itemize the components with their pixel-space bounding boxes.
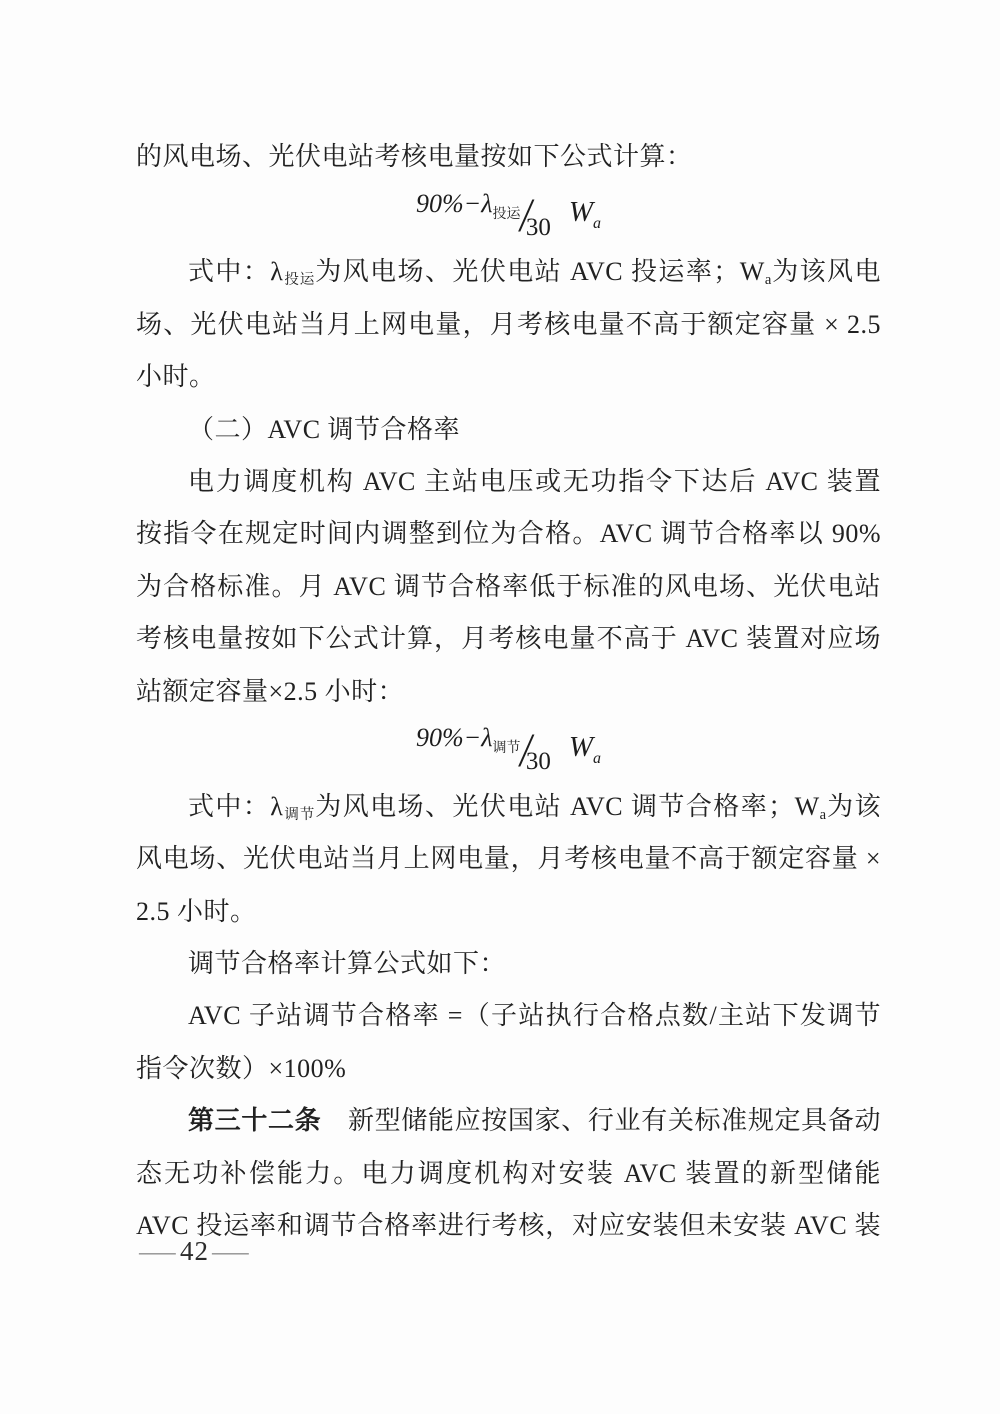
line-p4-1-text-1: 式中：λ [188, 791, 284, 821]
line-p7-1-text: 新型储能应按国家、行业有关标准规定具备动 [321, 1106, 881, 1136]
formula-variable-w [569, 196, 601, 233]
lambda-subscript: 投运 [492, 206, 521, 222]
article-32-label: 第三十二条 [188, 1106, 322, 1136]
w-subscript: a [764, 272, 772, 289]
line-p3-3: 为合格标准。月 AVC 调节合格率低于标准的风电场、光伏电站 [136, 571, 881, 601]
line-p4-1-text-2: 为风电场、光伏电站 AVC 调节合格率；W [315, 791, 820, 821]
line-p4-3: 2.5 小时。 [136, 896, 257, 926]
line-p2-1 [136, 246, 881, 298]
formula-numerator [416, 723, 520, 757]
formula-denominator: 30 [525, 748, 551, 776]
lambda-subscript: 调节 [283, 806, 316, 823]
line-p7-2: 态无功补偿能力。电力调度机构对安装 AVC 装置的新型储能 [136, 1158, 881, 1188]
variable-subscript: a [592, 215, 601, 233]
line-p2-1-text-2: 为风电场、光伏电站 AVC 投运率；W [315, 257, 765, 287]
footer-dash-right: — [212, 1236, 250, 1266]
variable-subscript: a [592, 749, 601, 767]
formula-numerator-text: 90%−λ [416, 188, 493, 218]
line-p2-1-text-1: 式中：λ [188, 257, 284, 287]
footer-dash-left: — [139, 1236, 177, 1266]
section-heading-2: （二）AVC 调节合格率 [188, 414, 461, 444]
line-p3-5: 站额定容量×2.5 小时： [136, 676, 405, 706]
fraction-slash-icon: / [520, 189, 532, 243]
line-p4-1-text-3: 为该 [826, 791, 881, 821]
line-p5-1: 调节合格率计算公式如下： [188, 949, 507, 979]
line-p3-2: 按指令在规定时间内调整到位为合格。AVC 调节合格率以 90% [136, 519, 881, 549]
line-p4-1 [136, 781, 881, 833]
lambda-subscript: 投运 [283, 272, 316, 289]
formula-avc-regulation-pass-rate [136, 718, 881, 781]
line-p6-2: 指令次数）×100% [136, 1053, 347, 1083]
line-p3-1: 电力调度机构 AVC 主站电压或无功指令下达后 AVC 装置 [188, 466, 881, 496]
page-footer [136, 1236, 253, 1267]
line-p6-1: AVC 子站调节合格率 =（子站执行合格点数/主站下发调节 [188, 1001, 881, 1031]
formula-variable-letter: W [568, 196, 593, 229]
formula-denominator: 30 [525, 213, 551, 241]
formula-numerator-text: 90%−λ [416, 723, 493, 753]
line-p1-1: 的风电场、光伏电站考核电量按如下公式计算： [136, 142, 693, 171]
fraction-slash-icon: / [520, 723, 532, 777]
w-subscript: a [819, 806, 827, 823]
page-number: 42 [180, 1236, 209, 1266]
formula-avc-commissioning-rate [136, 183, 881, 246]
formula-variable-w [569, 731, 601, 768]
formula-variable-letter: W [568, 730, 593, 763]
line-p2-2: 场、光伏电站当月上网电量，月考核电量不高于额定容量 × 2.5 [136, 309, 881, 339]
line-p2-1-text-3: 为该风电 [771, 257, 881, 287]
line-p3-4: 考核电量按如下公式计算，月考核电量不高于 AVC 装置对应场 [136, 624, 881, 654]
formula-numerator [416, 189, 520, 223]
line-p7-3: AVC 投运率和调节合格率进行考核，对应安装但未安装 AVC 装 [136, 1211, 881, 1241]
lambda-subscript: 调节 [492, 741, 521, 757]
line-p7-1-article-32 [136, 1095, 881, 1147]
line-p4-2: 风电场、光伏电站当月上网电量，月考核电量不高于额定容量 × [136, 844, 881, 874]
line-p2-3: 小时。 [136, 362, 216, 392]
